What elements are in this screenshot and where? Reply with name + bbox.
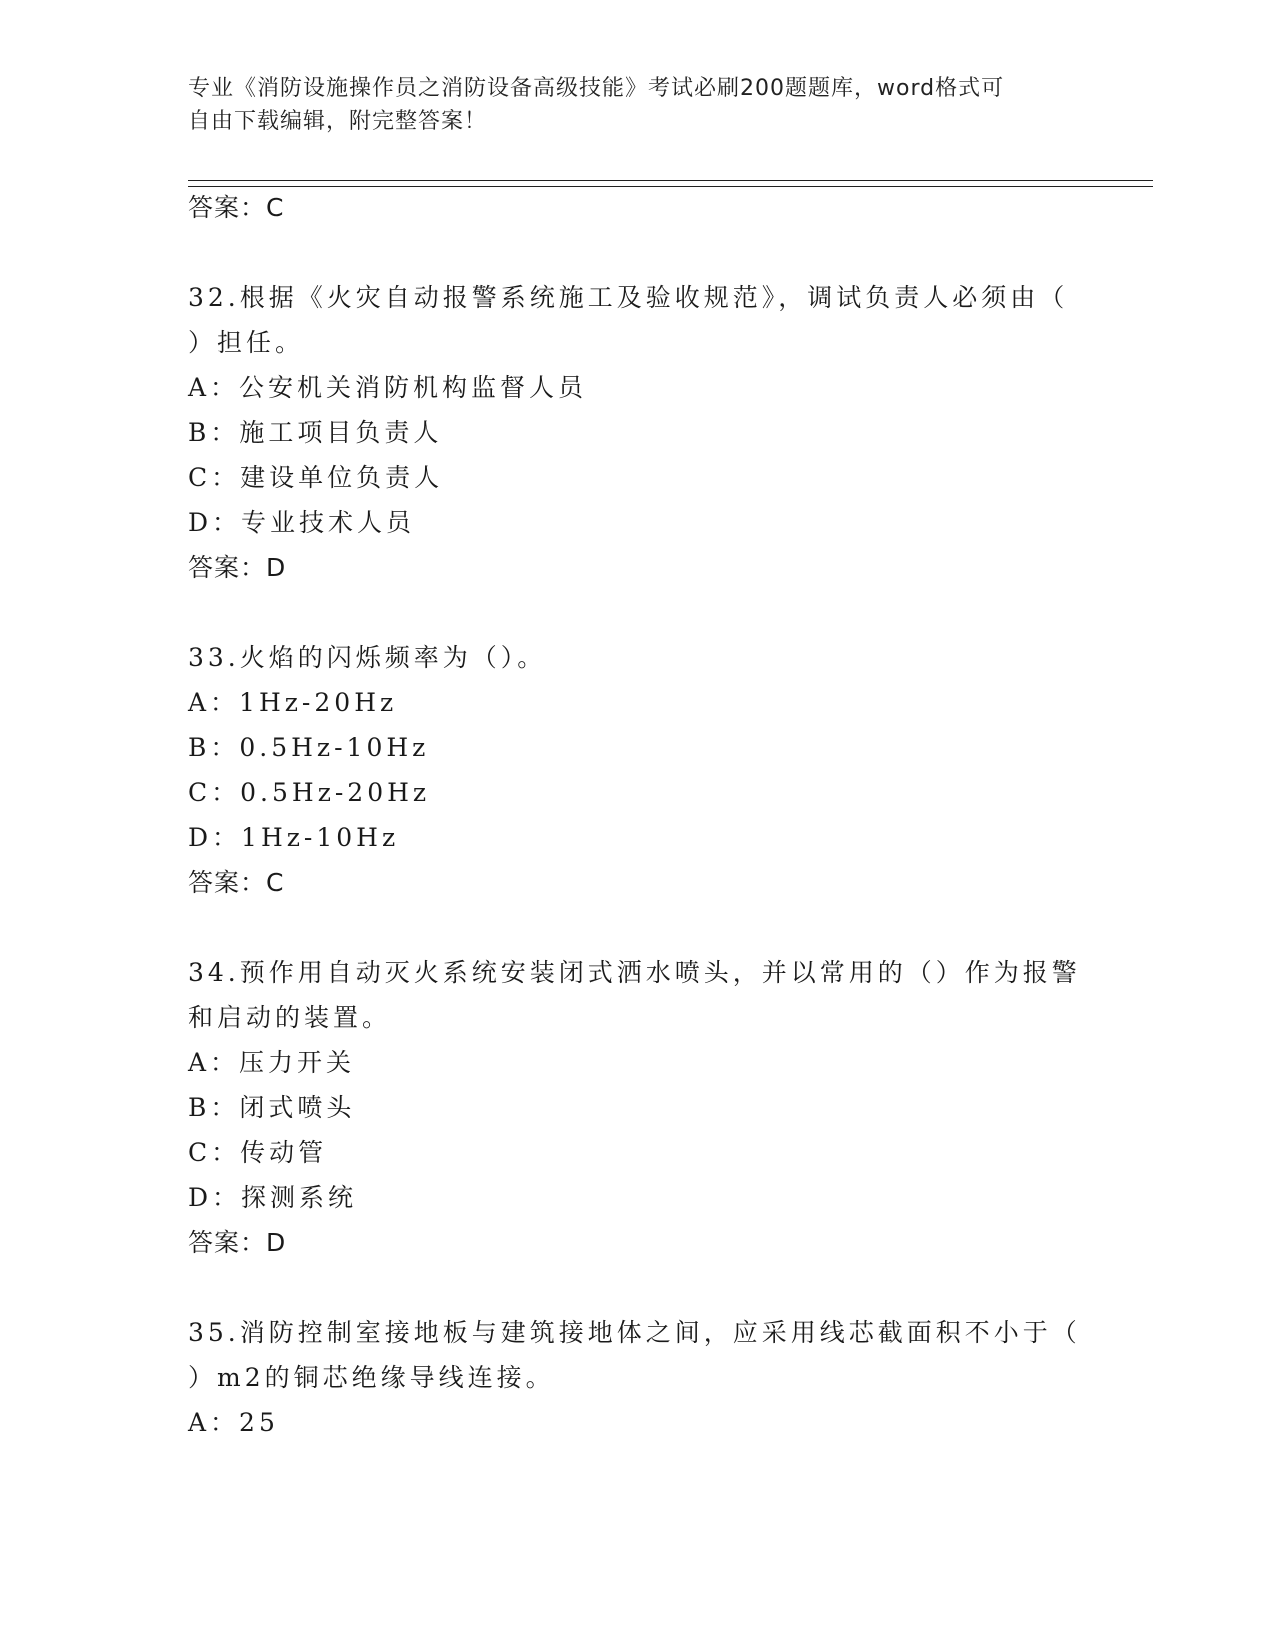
header-line-2: 自由下载编辑，附完整答案！ [188,109,488,134]
question-stem: 33.火焰的闪烁频率为（）。 [188,643,547,672]
option-a: A：公安机关消防机构监督人员 [188,373,588,402]
option-c: C：0.5Hz-20Hz [188,778,431,807]
answer-line: 答案：C [188,868,285,897]
option-a: A：25 [188,1408,279,1437]
option-a: A：1Hz-20Hz [188,688,398,717]
option-a: A：压力开关 [188,1048,356,1077]
question-34 [188,950,1088,1265]
question-32 [188,275,1088,590]
page-header [188,72,1068,138]
spacer [188,1265,1088,1310]
option-d: D：专业技术人员 [188,508,416,537]
question-stem: 35.消防控制室接地板与建筑接地体之间，应采用线芯截面积不小于（ [188,1318,1081,1347]
option-b: B：闭式喷头 [188,1093,356,1122]
question-content [188,185,1088,1445]
answer-line-prev: 答案：C [188,193,285,222]
answer-line: 答案：D [188,1228,287,1257]
spacer [188,590,1088,635]
option-c: C：建设单位负责人 [188,463,444,492]
question-stem: ）m2的铜芯绝缘导线连接。 [188,1363,555,1392]
option-c: C：传动管 [188,1138,328,1167]
spacer [188,230,1088,275]
question-stem: 34.预作用自动灭火系统安装闭式洒水喷头，并以常用的（）作为报警 [188,958,1081,987]
option-d: D：探测系统 [188,1183,358,1212]
option-d: D：1Hz-10Hz [188,823,400,852]
answer-line: 答案：D [188,553,287,582]
question-33 [188,635,1088,905]
option-b: B：施工项目负责人 [188,418,443,447]
option-b: B：0.5Hz-10Hz [188,733,430,762]
question-35 [188,1310,1088,1445]
header-line-1: 专业《消防设施操作员之消防设备高级技能》考试必刷200题题库，word格式可 [188,76,1005,101]
question-stem: 32.根据《火灾自动报警系统施工及验收规范》，调试负责人必须由（ [188,283,1069,312]
question-stem: ）担任。 [188,328,305,357]
spacer [188,905,1088,950]
question-stem: 和启动的装置。 [188,1003,392,1032]
